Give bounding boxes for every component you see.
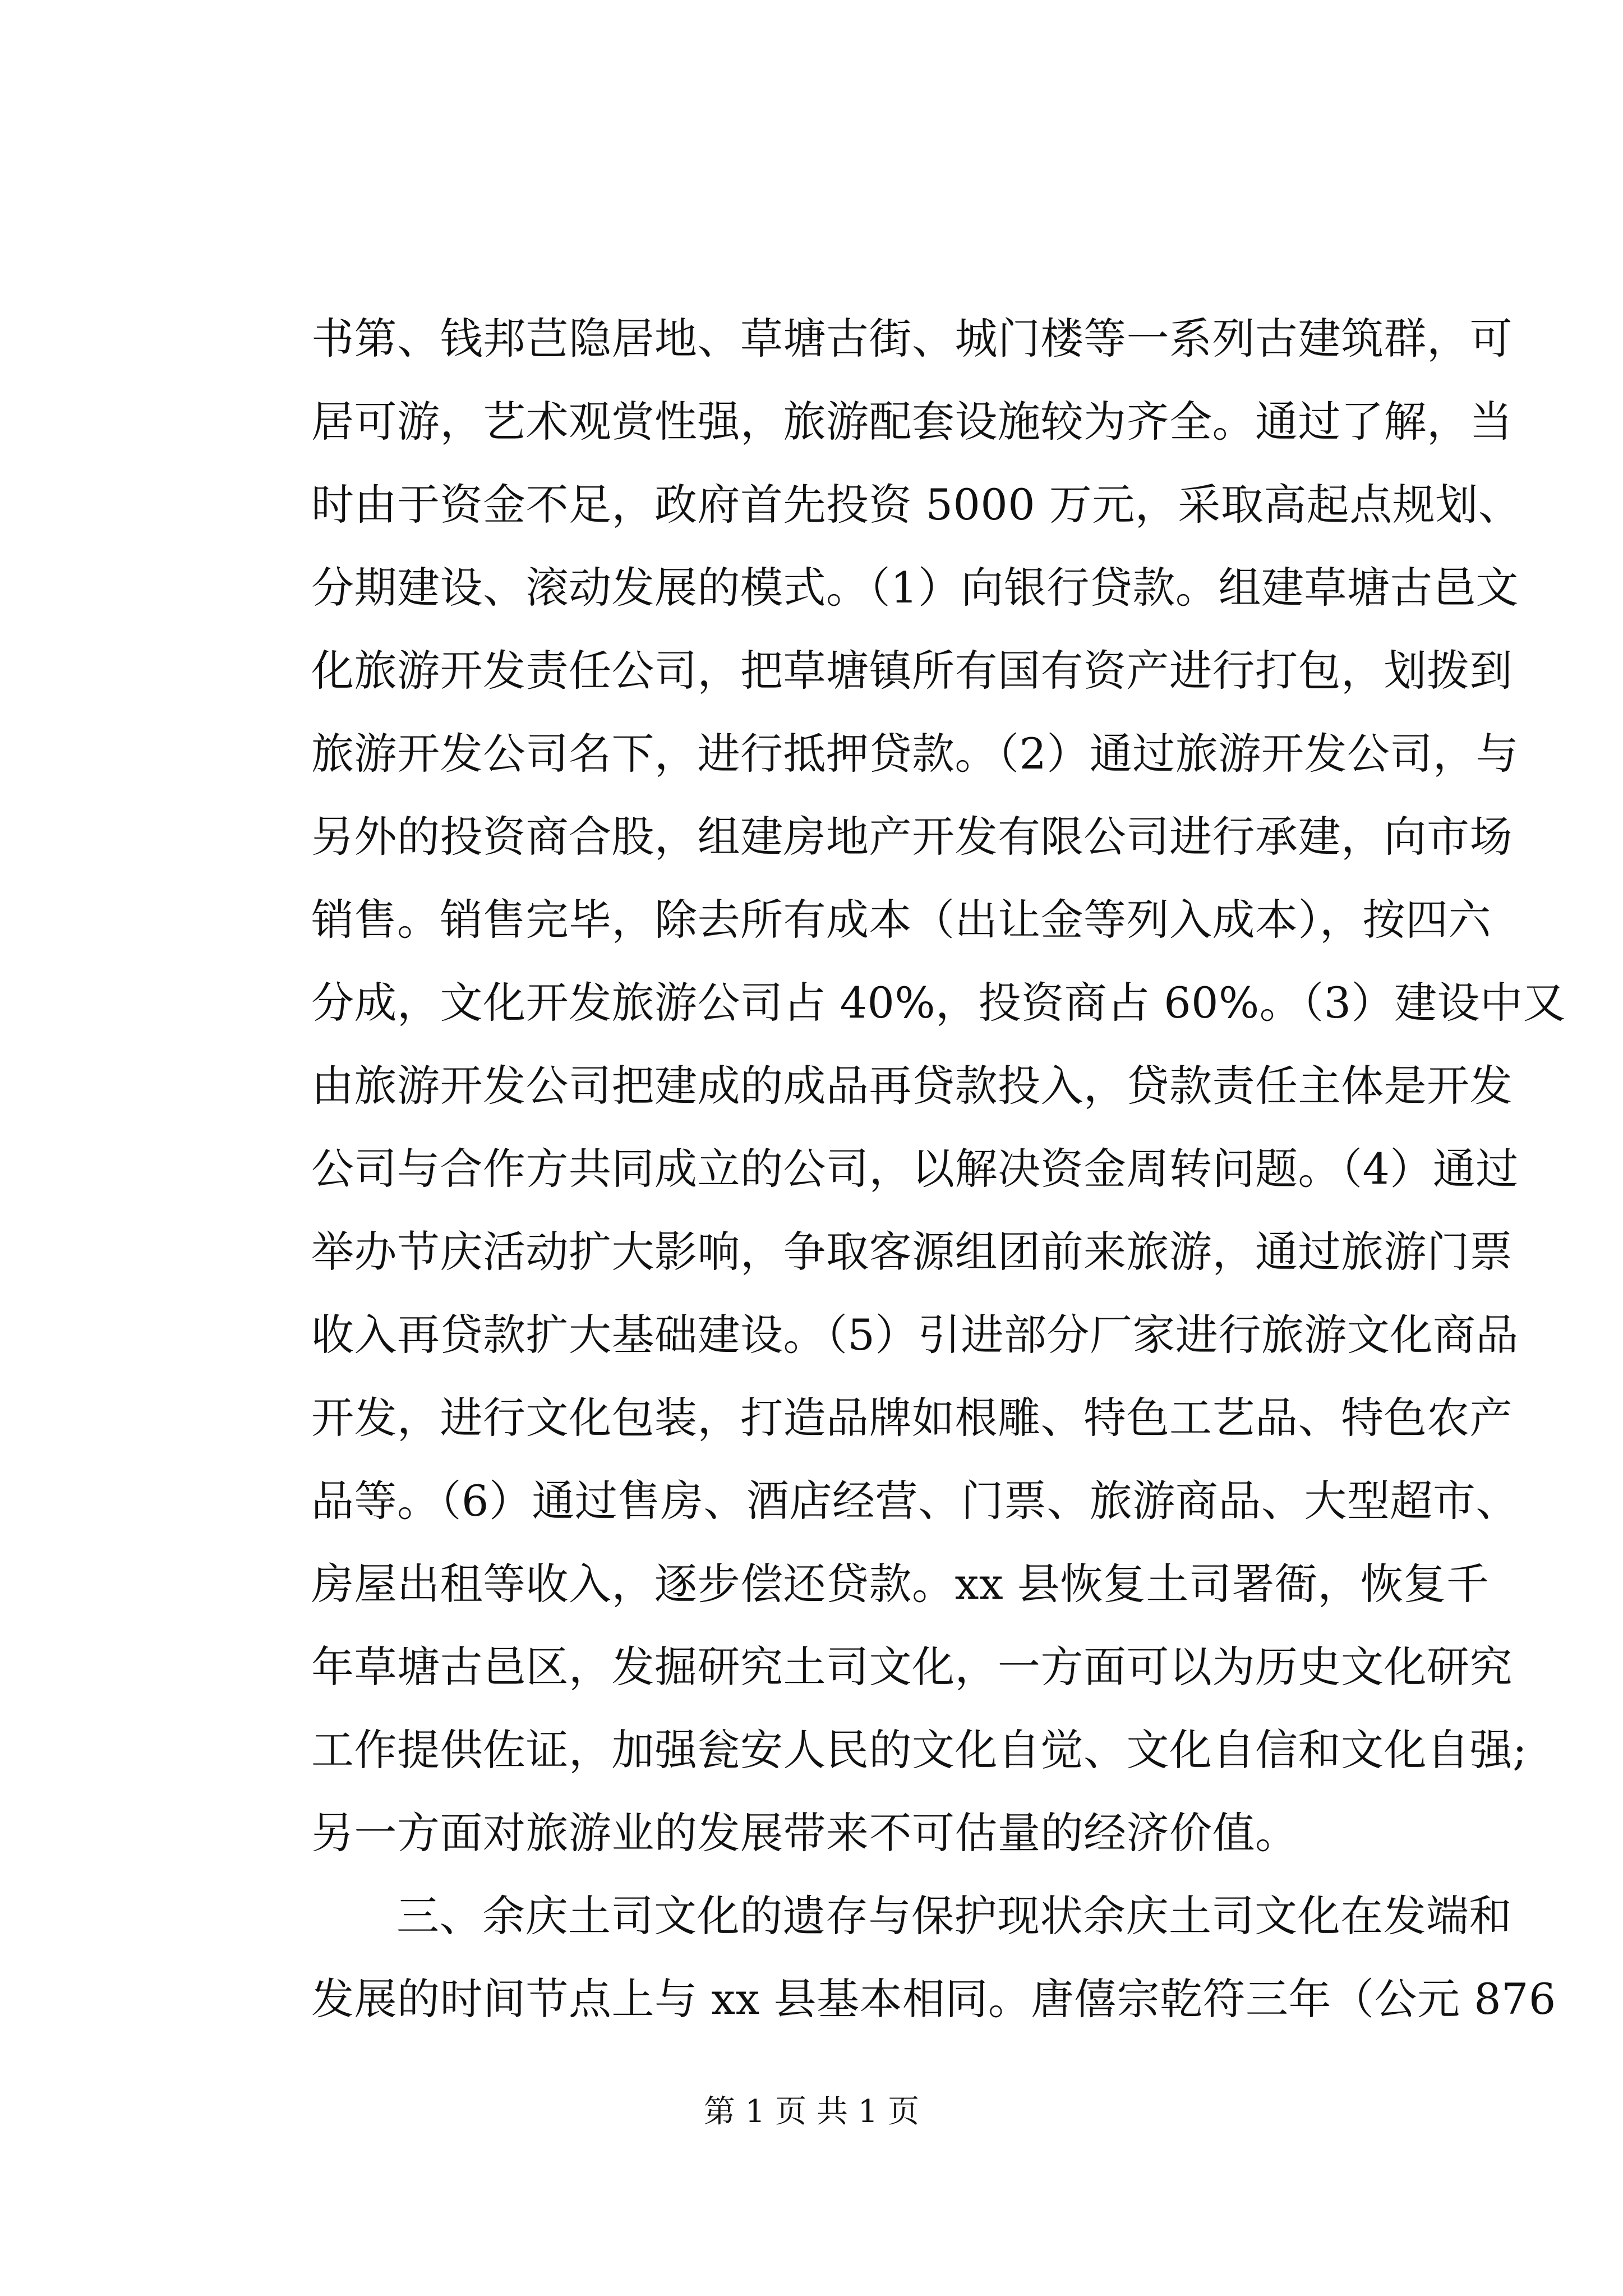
text-line: 由旅游开发公司把建成的成品再贷款投入，贷款责任主体是开发 [311,1061,1513,1111]
text-line: 公司与合作方共同成立的公司，以解决资金周转问题。（4）通过 [311,1144,1519,1194]
text-line: 分成，文化开发旅游公司占 40%，投资商占 60%。（3）建设中又 [311,978,1566,1028]
text-line: 销售。销售完毕，除去所有成本（出让金等列入成本），按四六 [311,895,1491,945]
text-line: 房屋出租等收入，逐步偿还贷款。xx 县恢复土司署衙，恢复千 [311,1559,1490,1609]
text-line: 工作提供佐证，加强瓮安人民的文化自觉、文化自信和文化自强; [311,1725,1528,1775]
section-heading-line: 三、余庆土司文化的遗存与保护现状余庆土司文化在发端和 [396,1891,1512,1941]
text-line: 举办节庆活动扩大影响，争取客源组团前来旅游，通过旅游门票 [311,1227,1513,1277]
text-line: 另外的投资商合股，组建房地产开发有限公司进行承建，向市场 [311,812,1513,862]
text-line: 书第、钱邦芑隐居地、草塘古街、城门楼等一系列古建筑群，可 [311,314,1513,364]
text-line: 居可游，艺术观赏性强，旅游配套设施较为齐全。通过了解，当 [311,397,1513,447]
text-line: 开发，进行文化包装，打造品牌如根雕、特色工艺品、特色农产 [311,1393,1513,1443]
text-line: 旅游开发公司名下，进行抵押贷款。（2）通过旅游开发公司，与 [311,729,1519,779]
text-line: 分期建设、滚动发展的模式。（1）向银行贷款。组建草塘古邑文 [311,563,1519,613]
text-line: 收入再贷款扩大基础建设。（5）引进部分厂家进行旅游文化商品 [311,1310,1519,1360]
text-line: 时由于资金不足，政府首先投资 5000 万元，采取高起点规划、 [311,480,1521,530]
text-line: 发展的时间节点上与 xx 县基本相同。唐僖宗乾符三年（公元 876 [311,1974,1556,2024]
text-line: 品等。（6）通过售房、酒店经营、门票、旅游商品、大型超市、 [311,1476,1519,1526]
body-text [311,297,1566,2041]
text-line: 化旅游开发责任公司，把草塘镇所有国有资产进行打包，划拨到 [311,646,1513,696]
page-footer: 第 1 页 共 1 页 [703,2093,920,2130]
text-line: 年草塘古邑区，发掘研究土司文化，一方面可以为历史文化研究 [311,1642,1513,1692]
paragraph-end-line: 另一方面对旅游业的发展带来不可估量的经济价值。 [311,1808,1298,1858]
